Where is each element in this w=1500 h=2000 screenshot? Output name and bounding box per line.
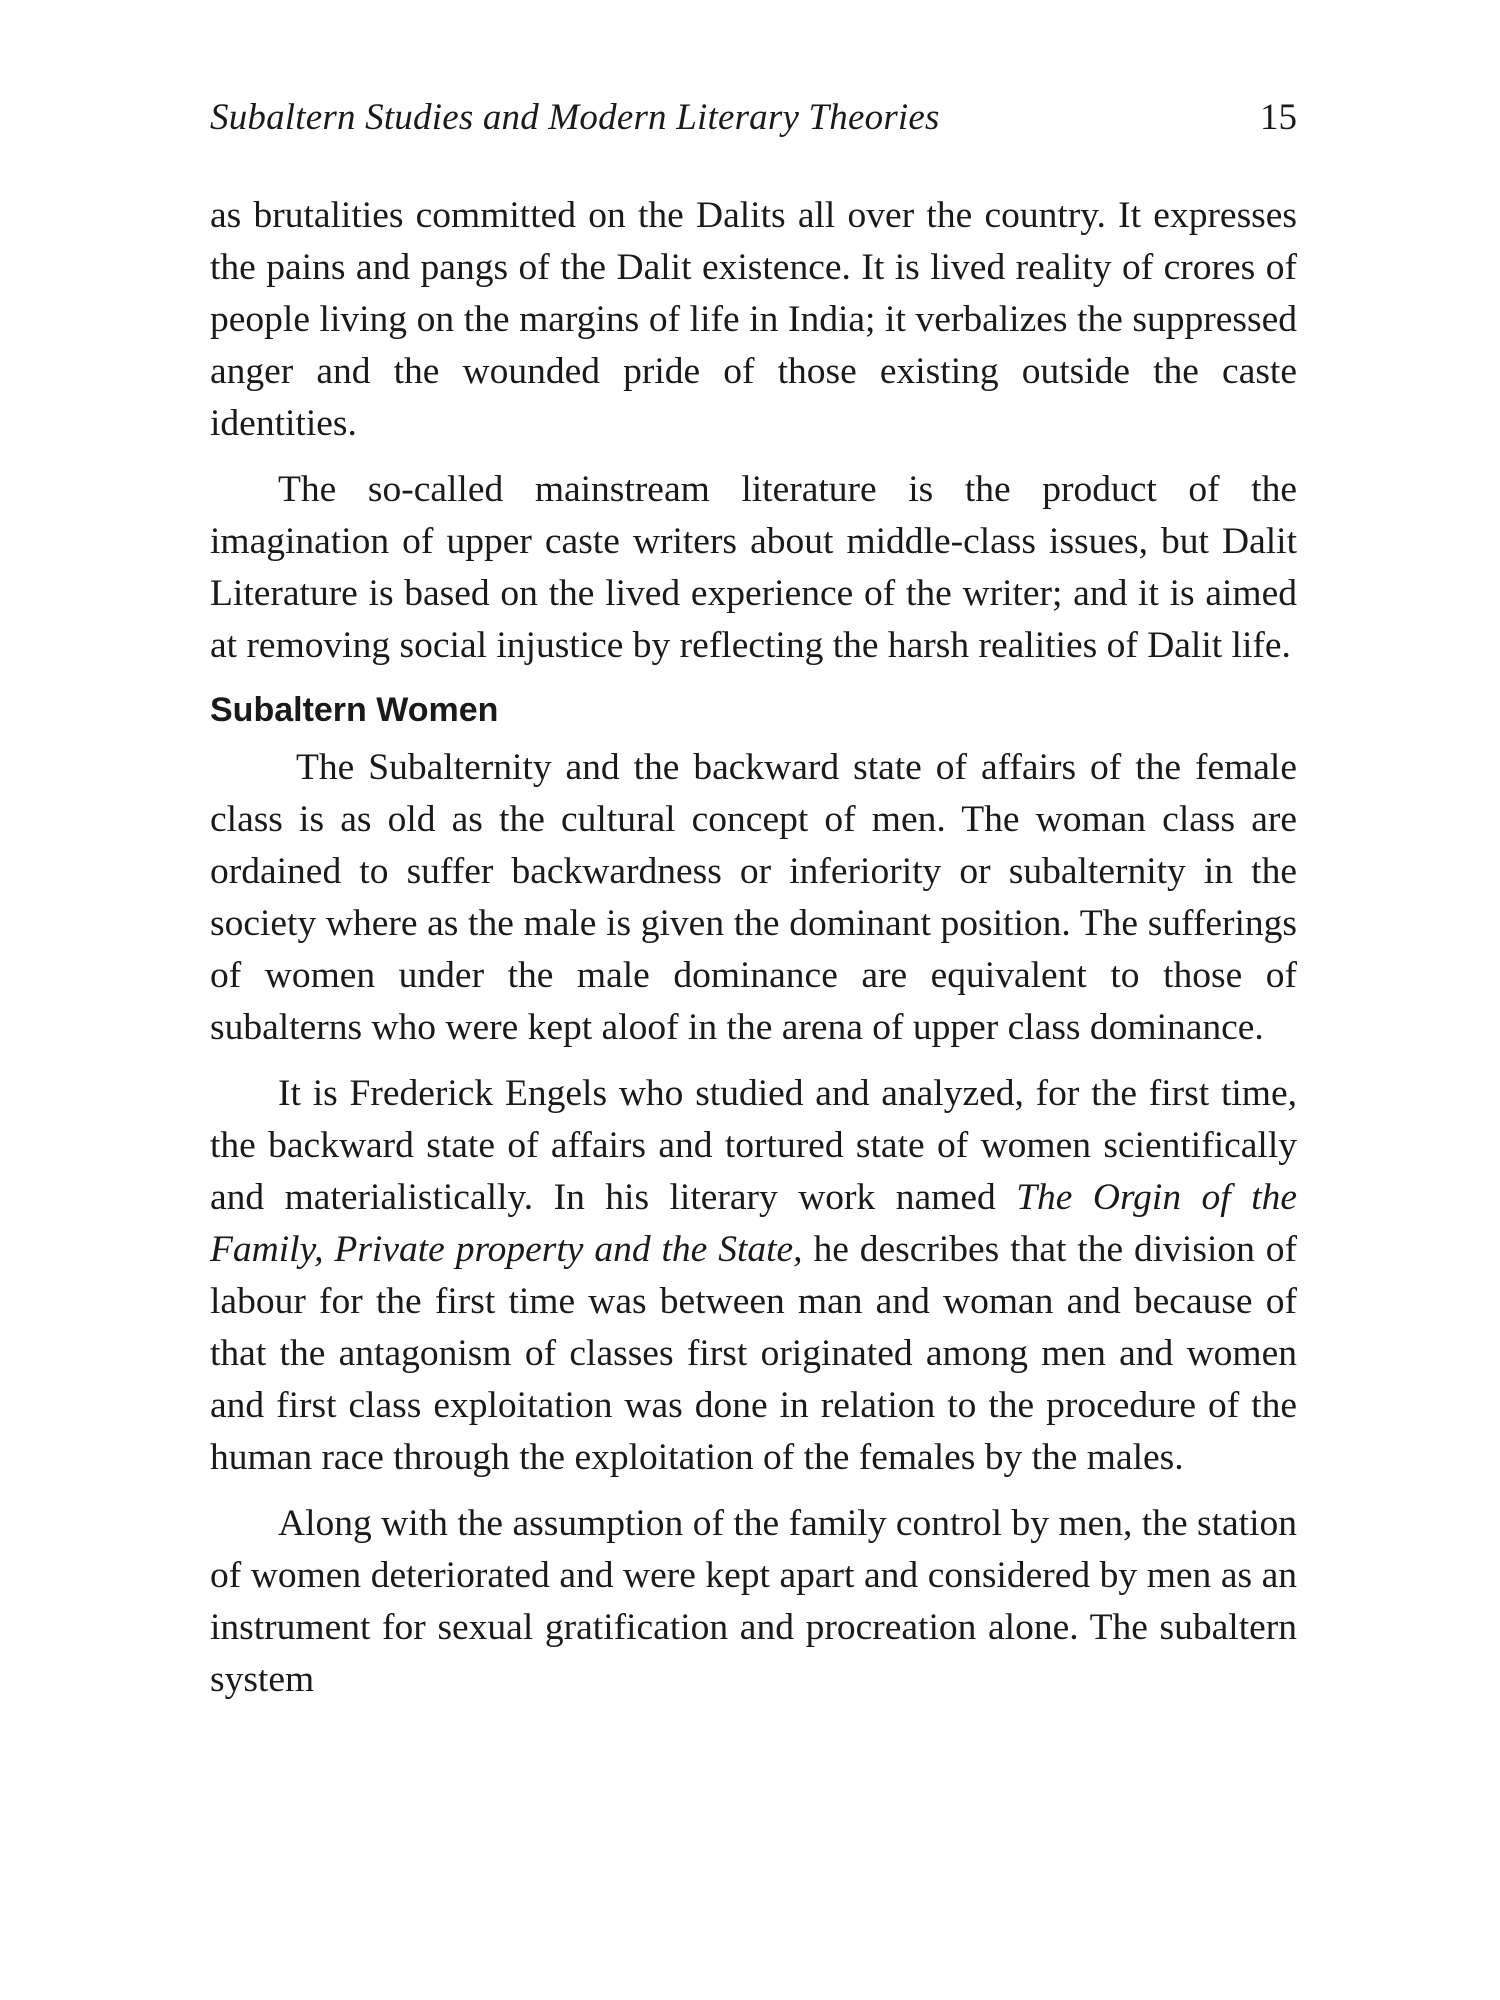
page-number: 15 [1260,97,1297,138]
paragraph-engels [210,1068,1297,1484]
paragraph-mainstream-literature: The so-called mainstream literature is the product of the imagination of upper caste writers about middle-class issues, but Dalit Literature is based on the lived experience of the writer; and it is aimed at removing social injustice by reflecting the harsh realities of Dalit life. [210,469,1297,666]
paragraph-subaltern-women: The Subalternity and the backward state of affairs of the female class is as old as the cultural concept of men. The woman class are ordained to suffer backwardness or inferiority or subalternity in the society where as the male is given the dominant position. The sufferings of women under the male dominance are equivalent to those of subalterns who were kept aloof in the arena of upper class dominance. [210,747,1297,1048]
page-body [210,190,1297,1706]
section-heading: Subaltern Women [210,691,499,729]
engels-text-end: he describes that the division of labour for the first time was between man and woman and because of that the antagonism of classes first originated among men and women and first class exploitation was done in relation to the procedure of the human race through the exploitation of the females by the males. [210,1229,1297,1478]
running-header [210,92,1297,150]
book-page [210,92,1297,1706]
paragraph-family-control: Along with the assumption of the family control by men, the station of women deteriorated and were kept apart and considered by men as an instrument for sexual gratification and procreation alone. The subaltern system [210,1503,1297,1700]
paragraph-dalit-existence: as brutalities committed on the Dalits all over the country. It expresses the pains and pangs of the Dalit existence. It is lived reality of crores of people living on the margins of life in India; it verbalizes the suppressed anger and the wounded pride of those existing outside the caste identities. [210,195,1297,444]
running-title: Subaltern Studies and Modern Literary Theories [210,97,940,138]
book-title: The Orgin of the Family, Private property and the State, [210,1177,1298,1270]
engels-text-start: It is Frederick Engels who studied and analyzed, for the first time, the backward state of affairs and tortured state of women scientifically and materialistically. In his literary work named [210,1073,1297,1218]
